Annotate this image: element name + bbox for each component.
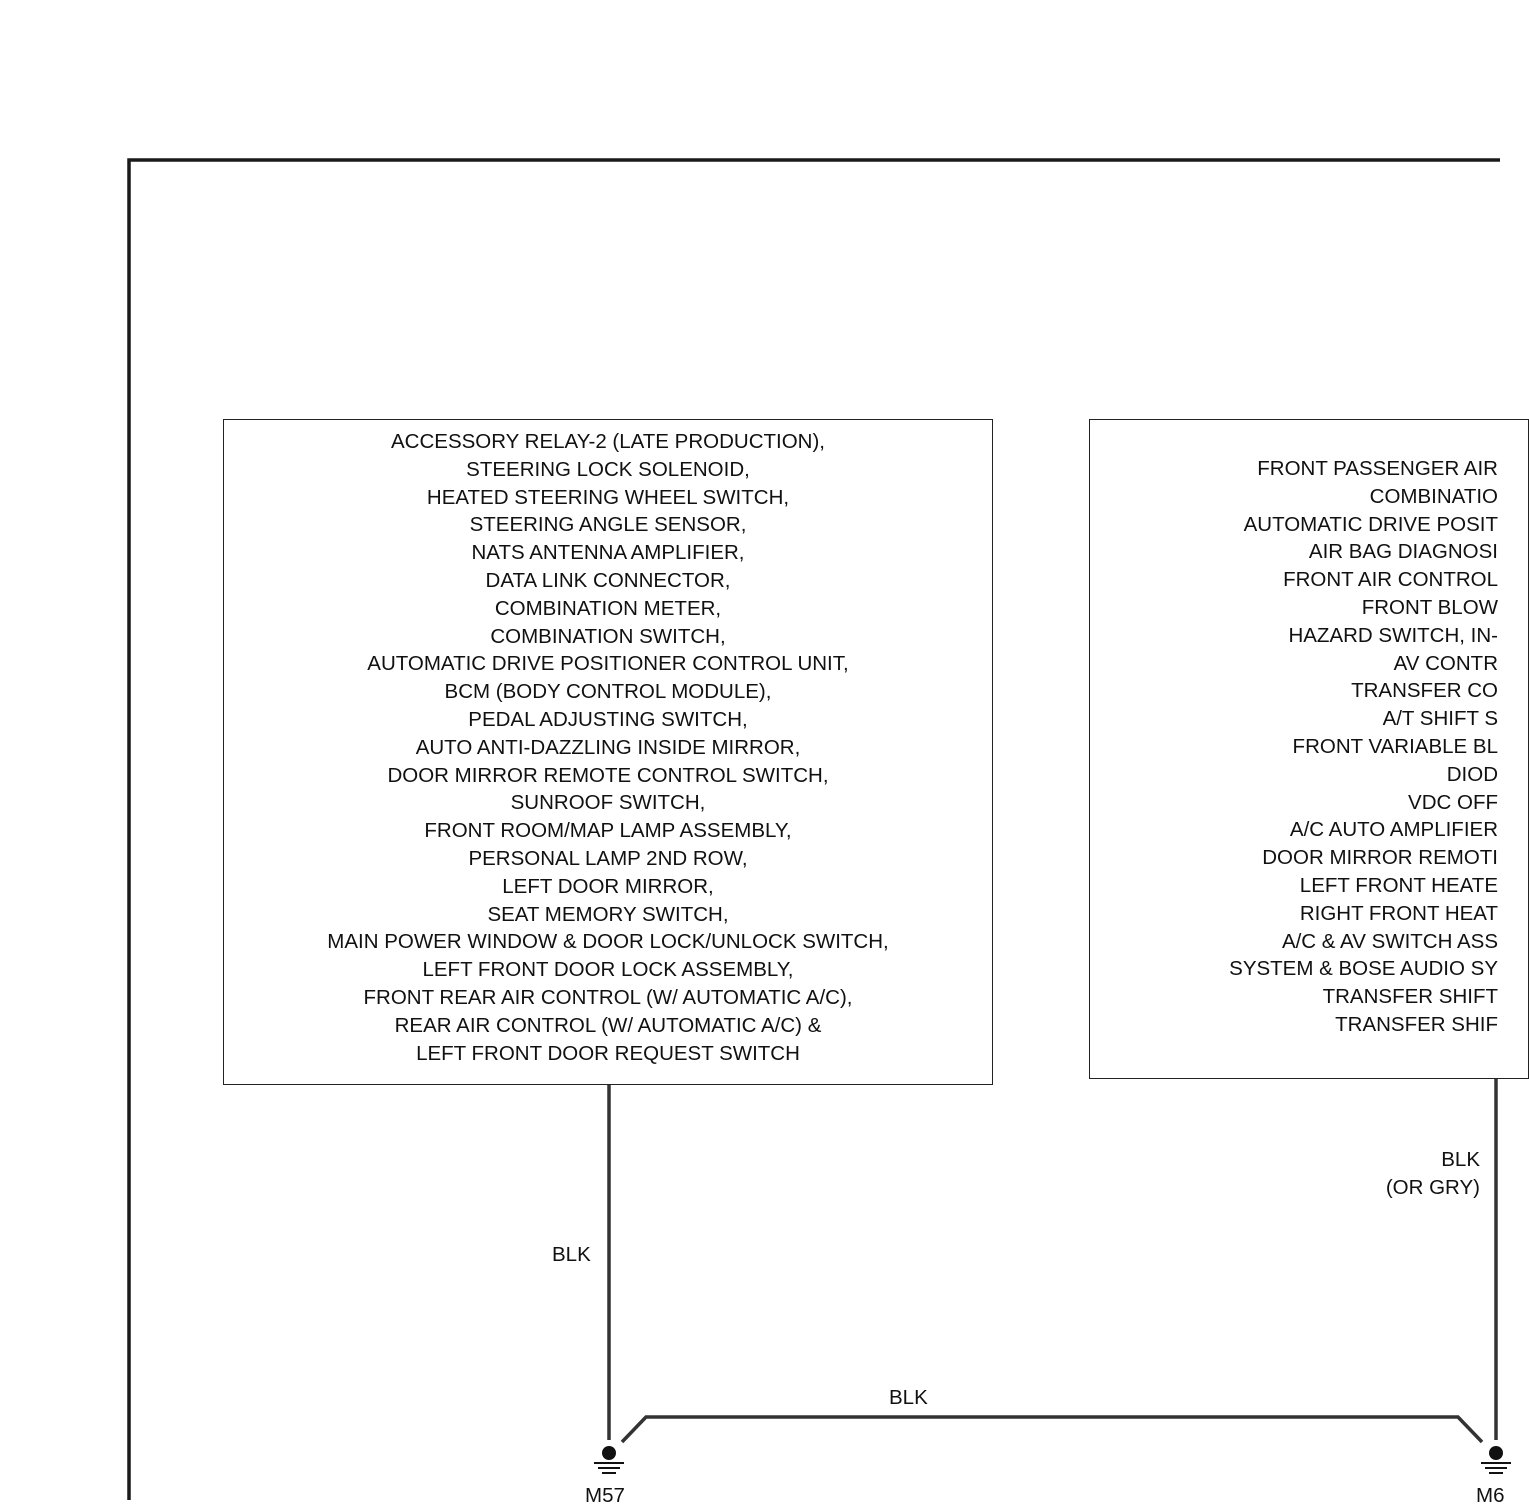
component-line: LEFT FRONT HEATE [1299,873,1498,897]
right-component-list [1229,455,1498,1039]
component-line: LEFT FRONT DOOR LOCK ASSEMBLY, [422,958,794,982]
ground-symbol-right [1481,1446,1511,1473]
left-component-box [223,419,993,1085]
component-line: COMBINATION METER, [494,596,722,620]
component-line: ACCESSORY RELAY-2 (LATE PRODUCTION), [390,430,826,453]
component-line: AIR BAG DIAGNOSI [1308,540,1498,564]
component-line: A/C AUTO AMPLIFIER [1289,818,1498,842]
component-line: HEATED STEERING WHEEL SWITCH, [426,485,790,509]
left-component-list [224,428,992,1067]
component-line: MAIN POWER WINDOW & DOOR LOCK/UNLOCK SWITCH, [327,930,889,954]
component-line: FRONT ROOM/MAP LAMP ASSEMBLY, [424,819,792,843]
component-line: FRONT PASSENGER AIR [1257,457,1498,480]
component-line: TRANSFER SHIF [1335,1012,1498,1036]
component-line: FRONT REAR AIR CONTROL (W/ AUTOMATIC A/C), [363,985,853,1009]
component-line: AUTOMATIC DRIVE POSIT [1243,512,1498,536]
component-line: PEDAL ADJUSTING SWITCH, [468,707,748,731]
component-line: COMBINATIO [1369,484,1498,508]
ground-label-left: M57 [585,1484,625,1507]
component-line: NATS ANTENNA AMPLIFIER, [471,541,745,565]
component-line: HAZARD SWITCH, IN- [1288,623,1498,647]
bottom-link-wire [622,1417,1482,1442]
ground-label-right: M6 [1476,1484,1505,1507]
component-line: VDC OFF [1408,790,1498,814]
right-wire-alt-color-label: (OR GRY) [1385,1176,1480,1199]
component-line: TRANSFER CO [1351,679,1498,703]
component-line: REAR AIR CONTROL (W/ AUTOMATIC A/C) & [394,1013,822,1037]
component-line: A/T SHIFT S [1382,707,1498,731]
component-line: COMBINATION SWITCH, [490,624,726,648]
component-line: AUTOMATIC DRIVE POSITIONER CONTROL UNIT, [367,652,849,676]
component-line: FRONT AIR CONTROL [1283,568,1498,592]
component-line: PERSONAL LAMP 2ND ROW, [468,846,748,870]
component-line: STEERING LOCK SOLENOID, [466,457,750,481]
component-line: SUNROOF SWITCH, [510,791,706,815]
component-line: DATA LINK CONNECTOR, [485,568,731,592]
component-line: STEERING ANGLE SENSOR, [469,513,747,537]
component-line: DOOR MIRROR REMOTI [1262,846,1498,870]
component-line: AV CONTR [1393,651,1498,675]
component-line: SYSTEM & BOSE AUDIO SY [1229,957,1498,981]
ground-symbol-left [594,1446,624,1473]
component-line: LEFT DOOR MIRROR, [502,874,714,898]
right-wire-color-label: BLK [1441,1148,1480,1171]
component-line: FRONT VARIABLE BL [1292,734,1498,758]
component-line: FRONT BLOW [1361,595,1498,619]
component-line: LEFT FRONT DOOR REQUEST SWITCH [416,1041,800,1065]
component-line: AUTO ANTI-DAZZLING INSIDE MIRROR, [415,735,801,759]
component-line: A/C & AV SWITCH ASS [1281,929,1498,953]
bottom-wire-color-label: BLK [889,1386,928,1409]
left-wire-color-label: BLK [552,1243,591,1266]
component-line: DIOD [1446,762,1498,786]
component-line: DOOR MIRROR REMOTE CONTROL SWITCH, [387,763,829,787]
component-line: TRANSFER SHIFT [1322,985,1498,1009]
component-line: RIGHT FRONT HEAT [1299,901,1498,925]
right-component-box [1089,419,1529,1079]
component-line: BCM (BODY CONTROL MODULE), [444,680,772,704]
component-line: SEAT MEMORY SWITCH, [487,902,729,926]
